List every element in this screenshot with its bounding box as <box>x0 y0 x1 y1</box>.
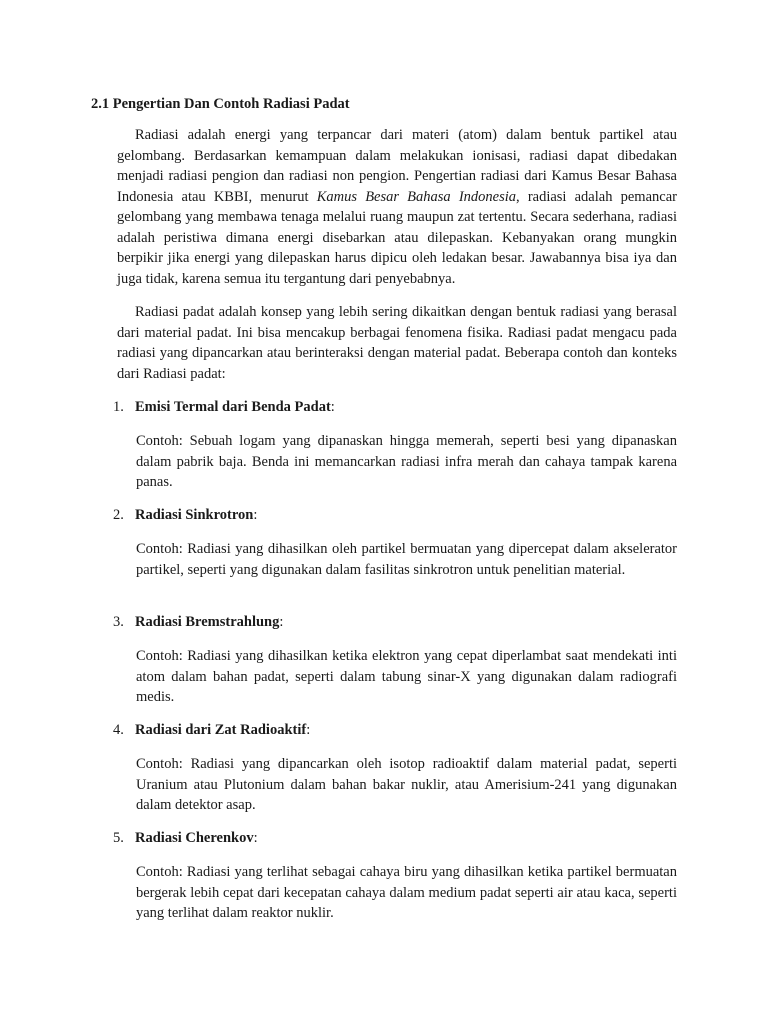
intro-paragraph <box>117 125 677 289</box>
list-item-heading <box>113 505 257 525</box>
list-item-number: 1. <box>113 399 124 415</box>
list-item-colon: : <box>306 722 311 738</box>
list-item-number: 2. <box>113 507 124 523</box>
list-item-example: Contoh: Sebuah logam yang dipanaskan hingga memerah, seperti besi yang dipanaskan dalam pabrik baja. Benda ini memancarkan radiasi infra merah dan cahaya tampak karena panas. <box>136 433 677 490</box>
list-item-example: Contoh: Radiasi yang dipancarkan oleh isotop radioaktif dalam material padat, seperti Uranium atau Plutonium dalam bahan bakar nuklir, atau Amerisium-241 yang digunakan dalam detektor asap. <box>136 756 677 813</box>
list-item-colon: : <box>253 507 258 523</box>
intro-text-start: Radiasi adalah energi yang terpancar dari materi (atom) dalam bentuk partikel atau gelombang. Berdasarkan kemampuan dalam melakukan ionisasi, radiasi dapat dibedakan menjadi radiasi pengion dan radiasi non pengion. Pengertian radiasi dari Kamus Besar Bahasa Indonesia atau KBBI, menurut <box>117 127 677 205</box>
list-item-heading <box>113 397 335 417</box>
intro-text-end: , radiasi adalah pemancar gelombang yang membawa tenaga melalui ruang maupun zat tertentu. Secara sederhana, radiasi adalah peristiwa dimana energi disebarkan atau dilepaskan. Kebanyakan orang mungkin berpikir jika energi yang dilepaskan harus dipicu oleh ledakan besar. Jawabannya bisa iya dan juga tidak, karena semua itu tergantung dari penyebabnya. <box>117 188 677 287</box>
list-item-number: 5. <box>113 830 124 846</box>
list-item-colon: : <box>279 614 284 630</box>
list-item-number: 4. <box>113 722 124 738</box>
list-item-heading <box>113 720 310 740</box>
list-item-example: Contoh: Radiasi yang dihasilkan oleh partikel bermuatan yang dipercepat dalam akselerator partikel, seperti yang digunakan dalam fasilitas sinkrotron untuk penelitian material. <box>136 541 677 578</box>
intro-italic-reference: Kamus Besar Bahasa Indonesia <box>316 188 517 205</box>
list-item-term: Emisi Termal dari Benda Padat <box>135 399 331 415</box>
list-item-term: Radiasi Bremstrahlung <box>135 614 280 630</box>
list-item-term: Radiasi Cherenkov <box>135 830 254 846</box>
list-item-term: Radiasi dari Zat Radioaktif <box>135 722 307 738</box>
list-item-heading <box>113 828 258 848</box>
list-item-colon: : <box>330 399 335 415</box>
list-item-example: Contoh: Radiasi yang dihasilkan ketika elektron yang cepat diperlambat saat mendekati inti atom dalam bahan padat, seperti dalam tabung sinar-X yang digunakan dalam radiografi medis. <box>136 648 677 705</box>
context-paragraph: Radiasi padat adalah konsep yang lebih sering dikaitkan dengan bentuk radiasi yang berasal dari material padat. Ini bisa mencakup berbagai fenomena fisika. Radiasi padat mengacu pada radiasi yang dipancarkan atau berinteraksi dengan material padat. Beberapa contoh dan konteks dari Radiasi padat: <box>117 304 677 382</box>
list-item-colon: : <box>253 830 258 846</box>
list-item-term: Radiasi Sinkrotron <box>135 507 254 523</box>
section-heading: 2.1 Pengertian Dan Contoh Radiasi Padat <box>91 96 350 112</box>
list-item-heading <box>113 612 283 632</box>
list-item-example: Contoh: Radiasi yang terlihat sebagai cahaya biru yang dihasilkan ketika partikel bermuatan bergerak lebih cepat dari kecepatan cahaya dalam medium padat seperti air atau kaca, seperti yang terlihat dalam reaktor nuklir. <box>136 864 677 921</box>
list-item-number: 3. <box>113 614 124 630</box>
